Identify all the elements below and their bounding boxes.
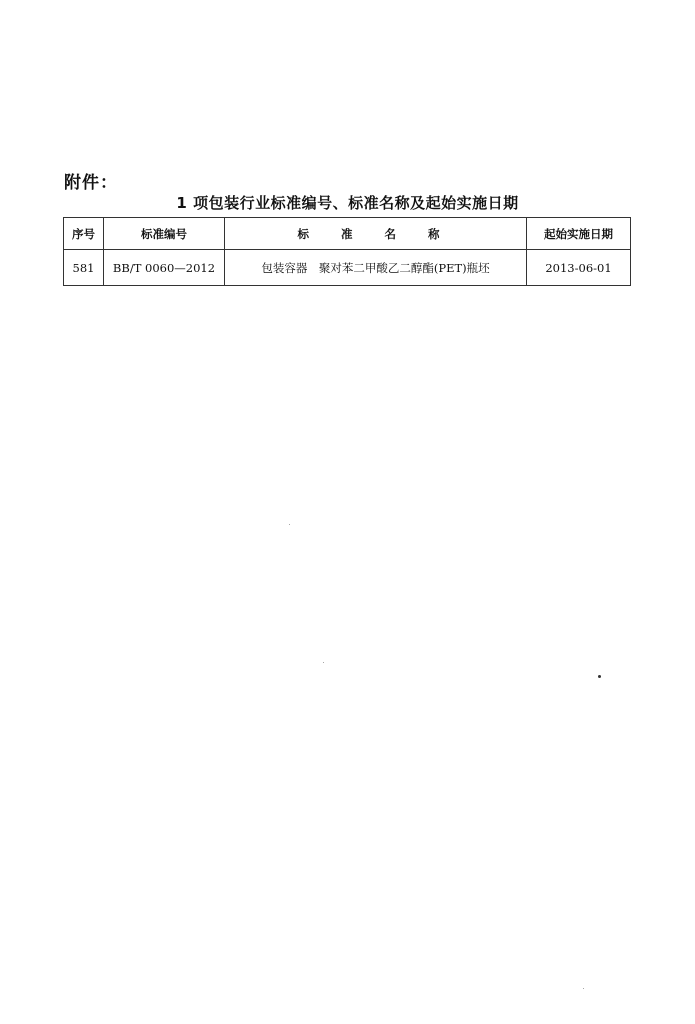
cell-code: BB/T 0060—2012	[104, 250, 225, 286]
table-row	[64, 250, 631, 286]
scan-speck	[289, 524, 290, 525]
cell-seq: 581	[64, 250, 104, 286]
header-seq: 序号	[64, 218, 104, 250]
header-code: 标准编号	[104, 218, 225, 250]
cell-name: 包装容器 聚对苯二甲酸乙二醇酯(PET)瓶坯	[225, 250, 527, 286]
header-date: 起始实施日期	[527, 218, 631, 250]
cell-date: 2013-06-01	[527, 250, 631, 286]
scan-speck	[323, 662, 324, 663]
document-title: 1 项包装行业标准编号、标准名称及起始实施日期	[176, 194, 519, 212]
standards-table	[63, 217, 631, 286]
header-name: 标 准 名 称	[225, 218, 527, 250]
attachment-label: 附件：	[64, 173, 118, 193]
scan-speck	[583, 988, 584, 989]
table-header-row	[64, 218, 631, 250]
scan-speck	[598, 675, 601, 678]
